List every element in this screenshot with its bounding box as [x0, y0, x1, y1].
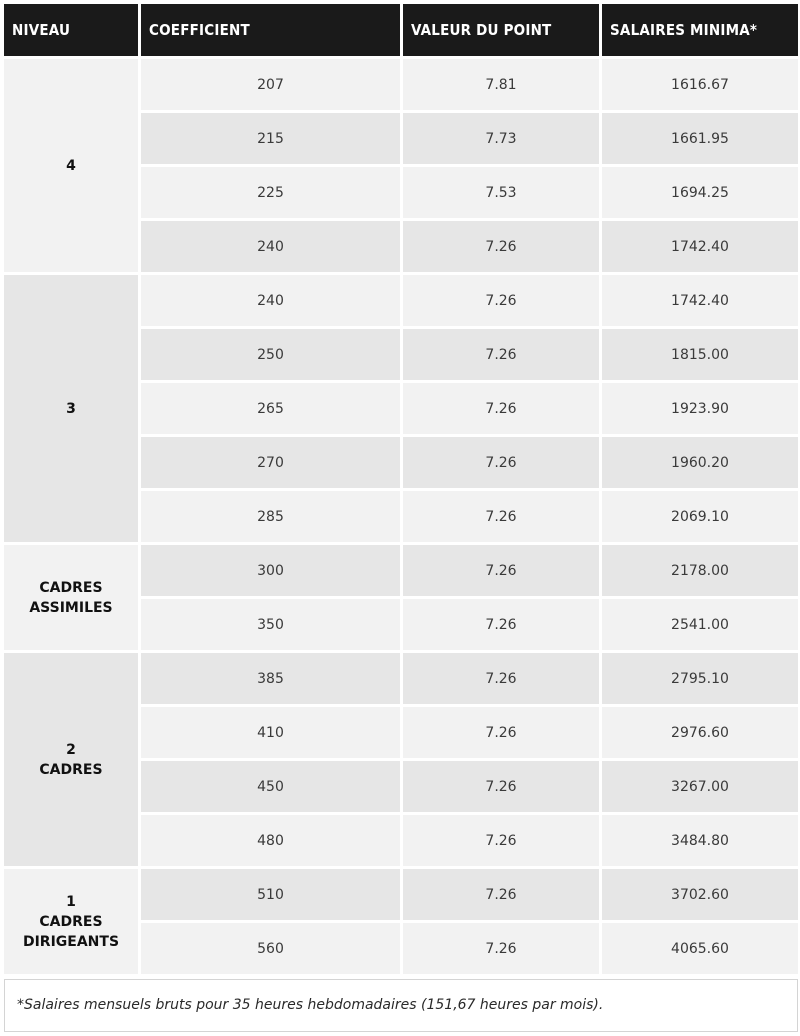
- valeur-cell: 7.26: [403, 923, 599, 974]
- coefficient-cell: 240: [141, 221, 400, 272]
- table-row: [4, 275, 798, 326]
- salaire-cell: 3484.80: [602, 815, 798, 866]
- niveau-label-line: CADRES: [39, 579, 103, 596]
- salaire-cell: 1661.95: [602, 113, 798, 164]
- table-row: [4, 545, 798, 596]
- header-salaires-minima: SALAIRES MINIMA*: [602, 4, 798, 56]
- coefficient-cell: 207: [141, 59, 400, 110]
- coefficient-cell: 215: [141, 113, 400, 164]
- table-row: [4, 869, 798, 920]
- niveau-cell: [4, 275, 138, 542]
- niveau-label-line: 4: [66, 157, 76, 174]
- valeur-cell: 7.26: [403, 653, 599, 704]
- salaire-cell: 2976.60: [602, 707, 798, 758]
- salaire-cell: 1960.20: [602, 437, 798, 488]
- coefficient-cell: 250: [141, 329, 400, 380]
- salary-table: [1, 1, 800, 977]
- salaire-cell: 1742.40: [602, 275, 798, 326]
- niveau-label-line: CADRES: [39, 761, 103, 778]
- coefficient-cell: 265: [141, 383, 400, 434]
- niveau-label-line: DIRIGEANTS: [22, 933, 120, 950]
- valeur-cell: 7.26: [403, 437, 599, 488]
- coefficient-cell: 225: [141, 167, 400, 218]
- table-row: [4, 59, 798, 110]
- salaire-cell: 2541.00: [602, 599, 798, 650]
- coefficient-cell: 410: [141, 707, 400, 758]
- valeur-cell: 7.26: [403, 329, 599, 380]
- salaire-cell: 1616.67: [602, 59, 798, 110]
- niveau-label-line: ASSIMILES: [29, 599, 113, 616]
- niveau-cell: [4, 653, 138, 866]
- valeur-cell: 7.26: [403, 275, 599, 326]
- table-body: [4, 59, 798, 974]
- valeur-cell: 7.73: [403, 113, 599, 164]
- coefficient-cell: 385: [141, 653, 400, 704]
- coefficient-cell: 480: [141, 815, 400, 866]
- valeur-cell: 7.26: [403, 383, 599, 434]
- coefficient-cell: 560: [141, 923, 400, 974]
- salaire-cell: 3702.60: [602, 869, 798, 920]
- valeur-cell: 7.26: [403, 545, 599, 596]
- coefficient-cell: 510: [141, 869, 400, 920]
- niveau-label-line: CADRES: [39, 913, 103, 930]
- valeur-cell: 7.26: [403, 815, 599, 866]
- salaire-cell: 1923.90: [602, 383, 798, 434]
- salaire-cell: 2069.10: [602, 491, 798, 542]
- niveau-label-line: 2: [66, 741, 76, 758]
- niveau-label-line: 3: [66, 400, 76, 417]
- coefficient-cell: 450: [141, 761, 400, 812]
- header-coefficient: COEFFICIENT: [141, 4, 400, 56]
- salaire-cell: 2178.00: [602, 545, 798, 596]
- header-row: [4, 4, 798, 56]
- salaire-cell: 3267.00: [602, 761, 798, 812]
- salaire-cell: 1742.40: [602, 221, 798, 272]
- coefficient-cell: 300: [141, 545, 400, 596]
- niveau-cell: [4, 545, 138, 650]
- salaire-cell: 2795.10: [602, 653, 798, 704]
- header-valeur-du-point: VALEUR DU POINT: [403, 4, 599, 56]
- salaire-cell: 1815.00: [602, 329, 798, 380]
- table-row: [4, 653, 798, 704]
- valeur-cell: 7.26: [403, 869, 599, 920]
- valeur-cell: 7.26: [403, 599, 599, 650]
- coefficient-cell: 240: [141, 275, 400, 326]
- niveau-cell: [4, 59, 138, 272]
- salaire-cell: 4065.60: [602, 923, 798, 974]
- valeur-cell: 7.26: [403, 491, 599, 542]
- valeur-cell: 7.53: [403, 167, 599, 218]
- header-niveau: NIVEAU: [4, 4, 138, 56]
- valeur-cell: 7.81: [403, 59, 599, 110]
- valeur-cell: 7.26: [403, 221, 599, 272]
- footnote: *Salaires mensuels bruts pour 35 heures hebdomadaires (151,67 heures par mois).: [4, 979, 798, 1032]
- valeur-cell: 7.26: [403, 707, 599, 758]
- niveau-cell: [4, 869, 138, 974]
- coefficient-cell: 285: [141, 491, 400, 542]
- salaire-cell: 1694.25: [602, 167, 798, 218]
- niveau-label-line: 1: [66, 893, 76, 910]
- valeur-cell: 7.26: [403, 761, 599, 812]
- coefficient-cell: 270: [141, 437, 400, 488]
- coefficient-cell: 350: [141, 599, 400, 650]
